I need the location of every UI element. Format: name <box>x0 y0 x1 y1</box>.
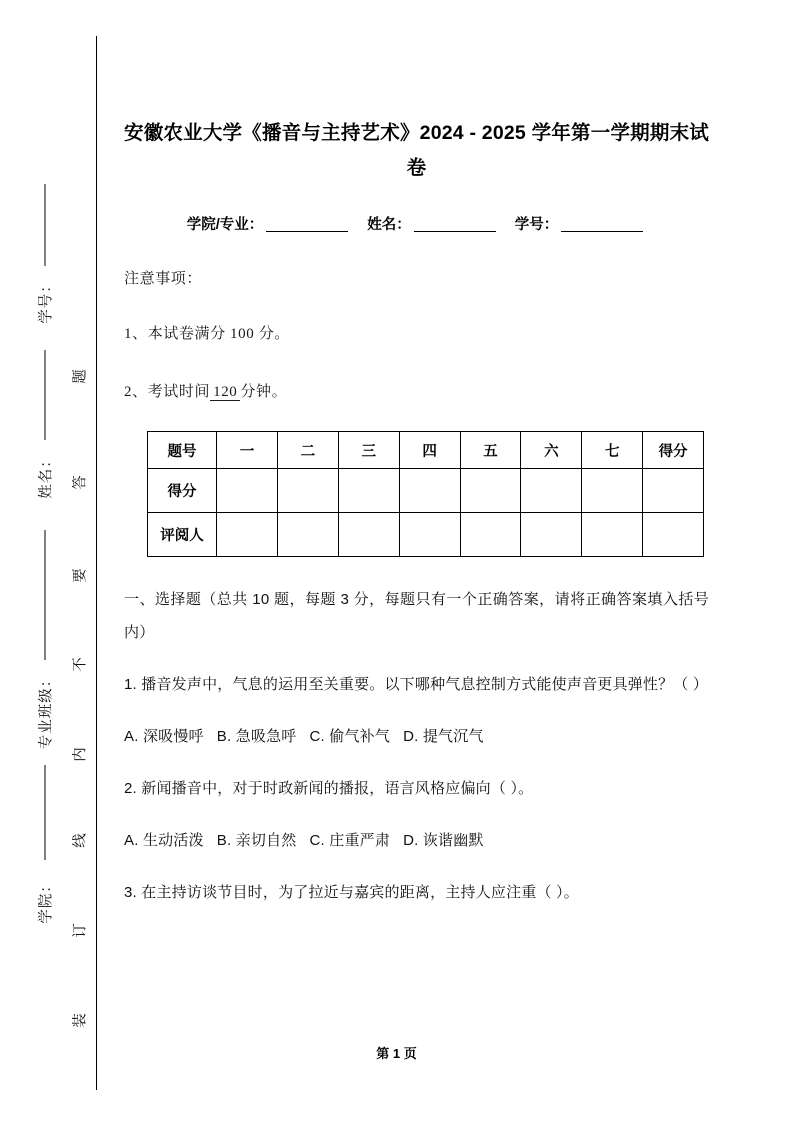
question-options-2 <box>124 824 709 857</box>
binding-notice-char-da: 答 <box>72 475 89 490</box>
grader-cell-total[interactable] <box>643 513 704 557</box>
binding-write-rule-3 <box>45 530 46 660</box>
score-table-header-3: 三 <box>338 432 399 469</box>
binding-write-rule-4 <box>45 765 46 860</box>
question-2-option-c[interactable]: C. 庄重严肃 <box>309 832 391 849</box>
score-table-header-7: 七 <box>582 432 643 469</box>
grader-cell-6[interactable] <box>521 513 582 557</box>
binding-label-student-id: 学号： <box>38 277 55 324</box>
question-2-option-a[interactable]: A. 生动活泼 <box>124 832 204 849</box>
section-heading-choice: 一、选择题（总共 10 题，每题 3 分，每题只有一个正确答案，请将正确答案填入括号内） <box>124 591 709 641</box>
binding-notice-char-yao: 要 <box>72 568 89 583</box>
score-cell-score-6[interactable] <box>521 469 582 513</box>
note-item-duration <box>124 385 709 401</box>
name-blank[interactable] <box>414 231 496 232</box>
table-row-score <box>148 469 704 513</box>
question-options-1 <box>124 720 709 753</box>
score-table-row-label-score: 得分 <box>148 469 217 513</box>
score-cell-score-3[interactable] <box>338 469 399 513</box>
question-stem-3: 3. 在主持访谈节目时，为了拉近与嘉宾的距离，主持人应注重（ ）。 <box>124 884 579 901</box>
binding-notice-char-nei: 内 <box>72 747 89 762</box>
name-label: 姓名： <box>367 217 411 233</box>
question-1-option-a[interactable]: A. 深吸慢呼 <box>124 728 204 745</box>
table-row-grader <box>148 513 704 557</box>
question-1-option-d[interactable]: D. 提气沉气 <box>403 728 484 745</box>
grader-cell-2[interactable] <box>277 513 338 557</box>
student-id-blank[interactable] <box>561 231 643 232</box>
question-stem-1: 1. 播音发声中，气息的运用至关重要。以下哪种气息控制方式能使声音更具弹性？（ ） <box>124 676 709 693</box>
question-2-option-b[interactable]: B. 亲切自然 <box>216 832 297 849</box>
table-row-header <box>148 432 704 469</box>
binding-write-rule-1 <box>45 184 46 266</box>
binding-notice-char-bu: 不 <box>72 657 89 672</box>
score-cell-score-7[interactable] <box>582 469 643 513</box>
grader-cell-5[interactable] <box>460 513 521 557</box>
binding-field-labels-column <box>28 0 62 1122</box>
score-cell-score-2[interactable] <box>277 469 338 513</box>
page-body <box>124 0 709 1122</box>
question-stem-2: 2. 新闻播音中，对于时政新闻的播报，语言风格应偏向（ ）。 <box>124 780 534 797</box>
score-cell-score-5[interactable] <box>460 469 521 513</box>
score-table-header-1: 一 <box>217 432 278 469</box>
score-table-header-4: 四 <box>399 432 460 469</box>
note-duration-prefix: 2、考试时间 <box>124 384 211 400</box>
student-id-label: 学号： <box>514 217 559 233</box>
page-title: 安徽农业大学《播音与主持艺术》2024 - 2025 学年第一学期期末试卷 <box>124 122 709 179</box>
grader-cell-7[interactable] <box>582 513 643 557</box>
score-table-header-6: 六 <box>521 432 582 469</box>
student-info-row <box>124 213 709 234</box>
binding-write-rule-2 <box>45 350 46 440</box>
score-cell-score-4[interactable] <box>399 469 460 513</box>
binding-notice-char-xian: 线 <box>72 833 89 848</box>
grader-cell-4[interactable] <box>399 513 460 557</box>
note-duration-value: 120 <box>210 385 240 401</box>
score-table-header-5: 五 <box>460 432 521 469</box>
question-1-option-c[interactable]: C. 偷气补气 <box>309 728 391 745</box>
question-2-option-d[interactable]: D. 诙谐幽默 <box>403 832 484 849</box>
binding-notice-column <box>62 0 96 1122</box>
note-item-full-score: 1、本试卷满分 100 分。 <box>124 326 290 342</box>
binding-label-name: 姓名： <box>38 452 55 499</box>
score-cell-score-1[interactable] <box>217 469 278 513</box>
binding-margin <box>0 0 110 1122</box>
binding-notice-char-ti: 题 <box>72 369 89 384</box>
score-table-header-0: 题号 <box>148 432 217 469</box>
binding-label-class: 专业班级： <box>38 671 55 750</box>
grader-cell-1[interactable] <box>217 513 278 557</box>
score-table-header-8: 得分 <box>643 432 704 469</box>
college-major-blank[interactable] <box>266 231 348 232</box>
binding-notice-char-zhuang: 装 <box>72 1013 89 1028</box>
page-footer: 第 1 页 <box>376 1046 417 1061</box>
notes-heading: 注意事项： <box>124 271 203 287</box>
question-1-option-b[interactable]: B. 急吸急呼 <box>216 728 297 745</box>
score-table-row-label-grader: 评阅人 <box>148 513 217 557</box>
score-cell-score-total[interactable] <box>643 469 704 513</box>
binding-notice-char-ding: 订 <box>72 923 89 938</box>
score-table-header-2: 二 <box>277 432 338 469</box>
grader-cell-3[interactable] <box>338 513 399 557</box>
note-duration-suffix: 分钟。 <box>240 384 288 400</box>
score-table <box>147 431 704 557</box>
binding-vertical-rule <box>96 36 97 1090</box>
college-major-label: 学院/专业： <box>186 217 264 233</box>
binding-label-college: 学院： <box>38 877 55 924</box>
